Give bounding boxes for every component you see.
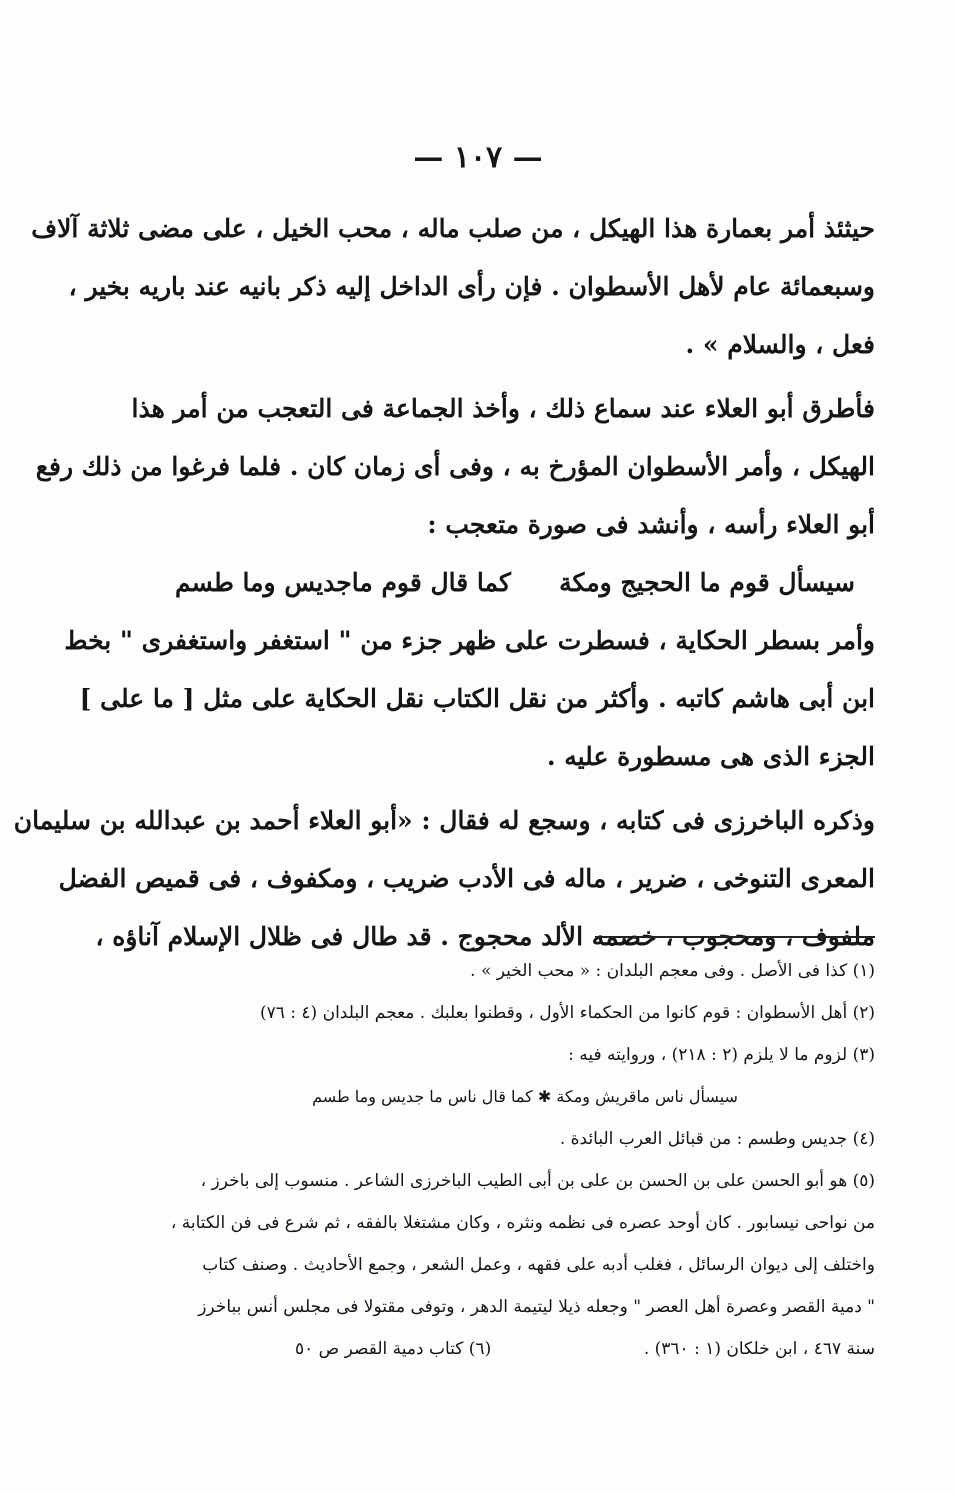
text-line: فعل ، والسلام » . bbox=[685, 330, 875, 359]
verse-second-hemistich: كما قال قوم ماجديس وما طسم bbox=[175, 568, 511, 597]
paragraph-1 bbox=[31, 200, 875, 374]
text-line: ملفوف ، ومحجوب ، خصمه الألد محجوج . قد طال فى ظلال الإسلام آناؤه ، bbox=[95, 922, 875, 951]
page-number: — ١٠٧ — bbox=[413, 140, 543, 175]
paragraph-2 bbox=[35, 380, 875, 554]
footnote-3-verse: سيسأل ناس ماقريش ومكة ✱ كما قال ناس ما جديس وما طسم bbox=[312, 1087, 738, 1106]
verse-line bbox=[175, 554, 875, 612]
text-line: وأمر بسطر الحكاية ، فسطرت على ظهر جزء من " استغفر واستغفرى " بخط bbox=[64, 626, 875, 655]
footnote-separator bbox=[595, 936, 875, 938]
footnote-6: (٦) كتاب دمية القصر ص ٥٠ bbox=[295, 1339, 492, 1359]
text-line: أبو العلاء رأسه ، وأنشد فى صورة متعجب : bbox=[427, 510, 875, 539]
text-line: حيثئذ أمر بعمارة هذا الهيكل ، من صلب ماله ، محب الخيل ، على مضى ثلاثة آلاف bbox=[31, 214, 875, 243]
footnote-5-line: من نواحى نيسابور . كان أوحد عصره فى نظمه ونثره ، وكان مشتغلا بالفقه ، ثم شرع فى فن الكتابة ، bbox=[170, 1213, 875, 1233]
text-line: الجزء الذى هى مسطورة عليه . bbox=[546, 742, 875, 771]
paragraph-4 bbox=[13, 792, 875, 966]
footnotes bbox=[170, 950, 875, 1370]
footnote-1: (١) كذا فى الأصل . وفى معجم البلدان : « محب الخير » . bbox=[470, 961, 875, 981]
text-line: وذكره الباخرزى فى كتابه ، وسجع له فقال : «أبو العلاء أحمد بن عبدالله بن سليمان bbox=[13, 806, 875, 835]
footnote-5-line: واختلف إلى ديوان الرسائل ، فغلب أدبه على فقهه ، وعمل الشعر ، وجمع الأحاديث . وصنف كتاب bbox=[202, 1255, 875, 1275]
text-line: فأطرق أبو العلاء عند سماع ذلك ، وأخذ الجماعة فى التعجب من أمر هذا bbox=[131, 394, 875, 423]
footnote-3: (٣) لزوم ما لا يلزم (٢ : ٢١٨) ، وروايته فيه : bbox=[568, 1045, 875, 1065]
footnote-5-line: (٥) هو أبو الحسن على بن الحسن بن على بن أبى الطيب الباخرزى الشاعر . منسوب إلى باخرز ، bbox=[200, 1171, 875, 1191]
text-line: ابن أبى هاشم كاتبه . وأكثر من نقل الكتاب نقل الحكاية على مثل [ ما على ] bbox=[79, 684, 875, 713]
footnote-5-line: " دمية القصر وعصرة أهل العصر " وجعله ذيلا ليتيمة الدهر ، وتوفى مقتولا فى مجلس أنس بباخرز bbox=[198, 1297, 875, 1317]
text-line: وسبعمائة عام لأهل الأسطوان . فإن رأى الداخل إليه ذكر بانيه عند باريه بخير ، bbox=[68, 272, 875, 301]
main-text bbox=[13, 200, 875, 966]
paragraph-3 bbox=[64, 612, 875, 786]
footnote-last-line bbox=[175, 1328, 875, 1370]
text-line: المعرى التنوخى ، ضرير ، ماله فى الأدب ضريب ، ومكفوف ، فى قميص الفضل bbox=[58, 864, 875, 893]
footnote-4: (٤) جديس وطسم : من قبائل العرب البائدة . bbox=[559, 1129, 875, 1149]
verse-first-hemistich: سيسأل قوم ما الحجيج ومكة bbox=[559, 568, 855, 597]
footnote-5-end: سنة ٤٦٧ ، ابن خلكان (١ : ٣٦٠) . bbox=[643, 1339, 875, 1359]
footnote-2: (٢) أهل الأسطوان : قوم كانوا من الحكماء الأول ، وقطنوا بعلبك . معجم البلدان (٤ : ٧٦) bbox=[259, 1003, 875, 1023]
text-line: الهيكل ، وأمر الأسطوان المؤرخ به ، وفى أى زمان كان . فلما فرغوا من ذلك رفع bbox=[35, 452, 875, 481]
